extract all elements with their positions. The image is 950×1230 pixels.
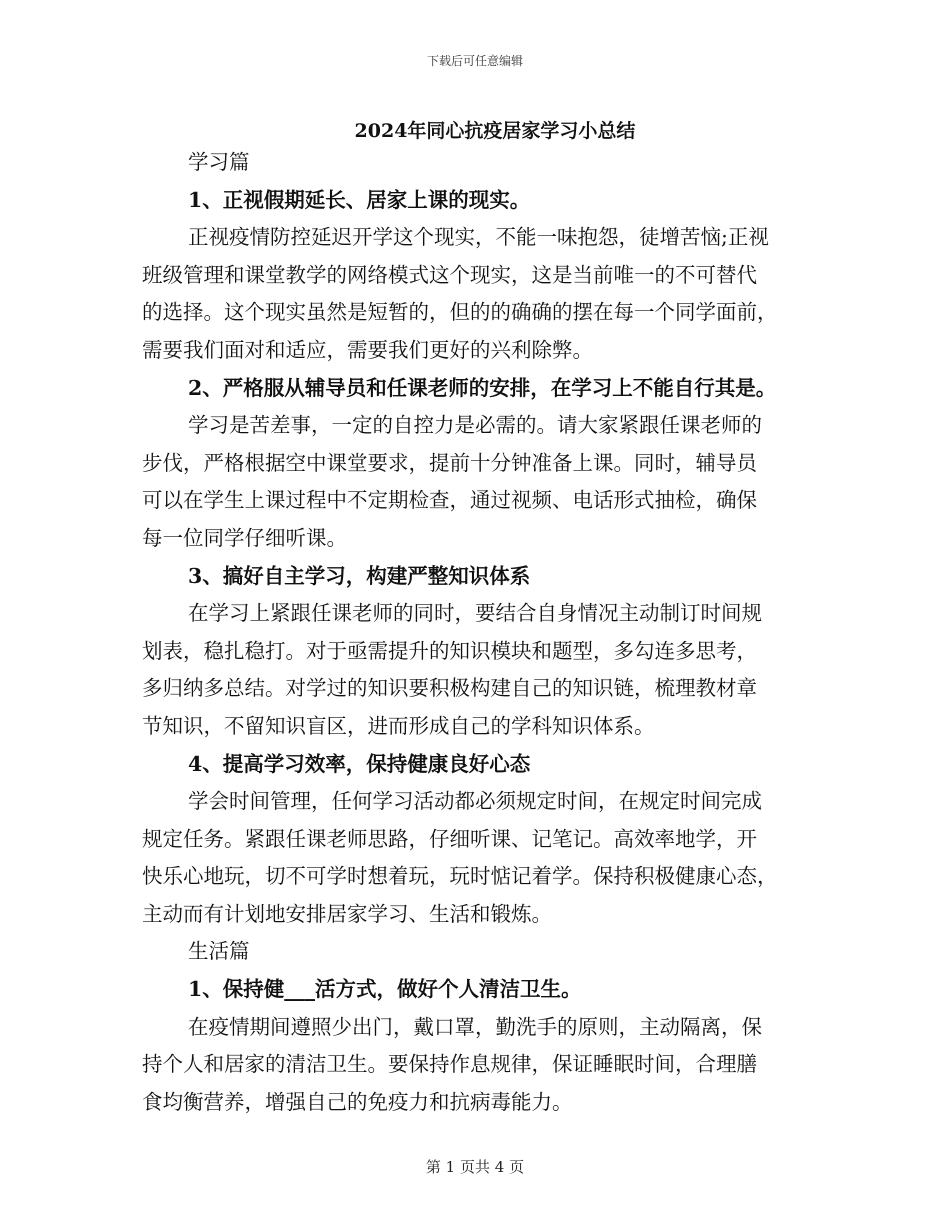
paragraph-line: 班级管理和课堂教学的网络模式这个现实，这是当前唯一的不可替代	[142, 262, 757, 287]
paragraph-line: 快乐心地玩，切不可学时想着玩，玩时惦记着学。保持积极健康心态，	[142, 864, 778, 889]
page-footer: 第 1 页共 4 页	[425, 1158, 525, 1176]
paragraph-line: 正视疫情防控延迟开学这个现实，不能一味抱怨，徒增苦恼;正视	[188, 225, 769, 250]
paragraph-line: 学会时间管理，任何学习活动都必须规定时间，在规定时间完成	[188, 789, 762, 814]
header-note: 下载后可任意编辑	[426, 54, 523, 68]
section-heading: 1、保持健___活方式，做好个人清洁卫生。	[188, 977, 582, 1002]
paragraph-line: 在疫情期间遵照少出门，戴口罩，勤洗手的原则，主动隔离，保	[188, 1014, 762, 1039]
paragraph-line: 学习是苦差事，一定的自控力是必需的。请大家紧跟任课老师的	[188, 413, 762, 438]
section-heading: 1、正视假期延长、居家上课的现实。	[188, 187, 531, 212]
document-body	[142, 144, 814, 1121]
paragraph-line: 步伐，严格根据空中课堂要求，提前十分钟准备上课。同时，辅导员	[142, 450, 757, 475]
section-heading: 4、提高学习效率，保持健康良好心态	[188, 751, 531, 776]
paragraph-line: 持个人和居家的清洁卫生。要保持作息规律，保证睡眠时间，合理膳	[142, 1052, 757, 1077]
document-title: 2024年同心抗疫居家学习小总结	[354, 120, 636, 142]
paragraph-line: 节知识，不留知识盲区，进而形成自己的学科知识体系。	[142, 713, 655, 738]
paragraph-line: 多归纳多总结。对学过的知识要积极构建自己的知识链，梳理教材章	[142, 676, 757, 701]
paragraph-line: 需要我们面对和适应，需要我们更好的兴利除弊。	[142, 337, 593, 362]
paragraph-line: 可以在学生上课过程中不定期检查，通过视频、电话形式抽检，确保	[142, 488, 757, 513]
paragraph-line: 食均衡营养，增强自己的免疫力和抗病毒能力。	[142, 1089, 573, 1114]
paragraph-line: 的选择。这个现实虽然是短暂的，但的的确确的摆在每一个同学面前，	[142, 300, 778, 325]
section-heading: 3、搞好自主学习，构建严整知识体系	[188, 563, 531, 588]
paragraph-line: 学习篇	[188, 150, 250, 174]
section-heading: 2、严格服从辅导员和任课老师的安排，在学习上不能自行其是。	[188, 375, 777, 400]
paragraph-line: 在学习上紧跟任课老师的同时，要结合自身情况主动制订时间规	[188, 601, 762, 626]
paragraph-line: 每一位同学仔细听课。	[142, 525, 347, 550]
paragraph-line: 规定任务。紧跟任课老师思路，仔细听课、记笔记。高效率地学，开	[142, 826, 757, 851]
paragraph-line: 主动而有计划地安排居家学习、生活和锻炼。	[142, 901, 552, 926]
paragraph-line: 生活篇	[188, 939, 250, 964]
paragraph-line: 划表，稳扎稳打。对于亟需提升的知识模块和题型，多勾连多思考，	[142, 638, 757, 663]
